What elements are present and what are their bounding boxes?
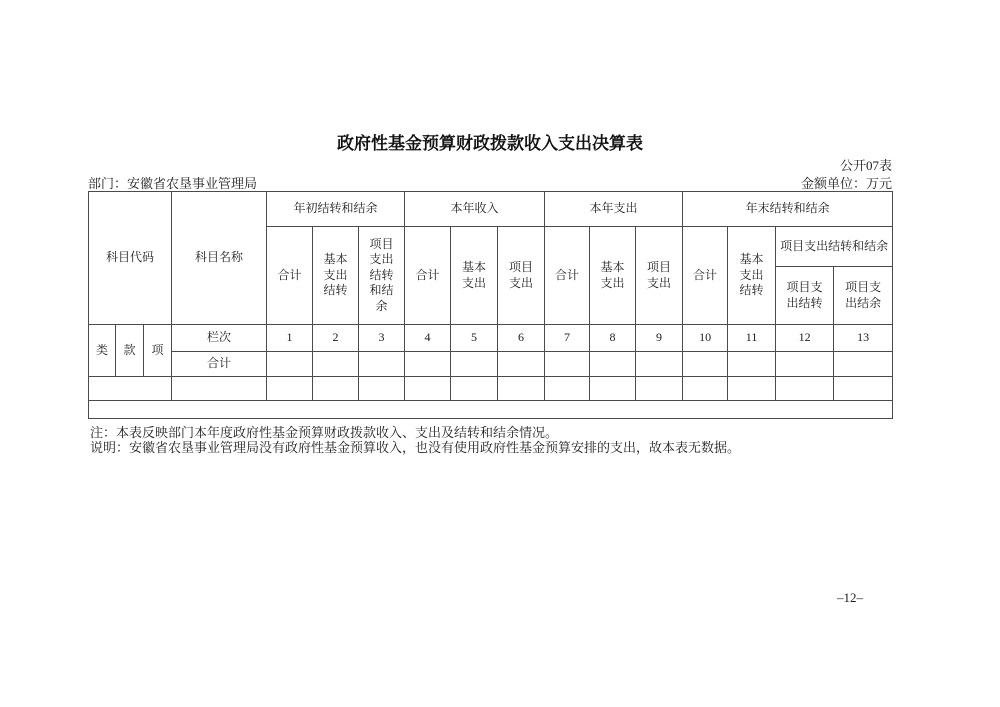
data-cell — [683, 352, 728, 377]
data-cell — [545, 377, 590, 401]
header-col-project-carryover-balance-label: 项目支出结转和结余 — [369, 236, 394, 313]
data-cell — [359, 377, 405, 401]
full-width-empty-cell — [89, 401, 893, 419]
header-col-project-expense — [498, 227, 545, 325]
header-col-project-carryover — [776, 267, 834, 325]
data-cell — [359, 352, 405, 377]
column-number: 9 — [636, 325, 683, 352]
data-cell — [834, 352, 893, 377]
header-group-begin-balance: 年初结转和结余 — [267, 192, 405, 227]
empty-row — [89, 377, 893, 401]
column-number: 2 — [313, 325, 359, 352]
header-col-project-carryover-label: 项目支出结转 — [786, 279, 823, 310]
header-subject-code: 科目代码 — [89, 192, 172, 325]
page-number: –12– — [837, 590, 863, 605]
data-cell — [405, 352, 451, 377]
data-cell — [776, 377, 834, 401]
header-subject-name: 科目名称 — [172, 192, 267, 325]
department-label: 部门：安徽省农垦事业管理局 — [88, 176, 258, 191]
data-cell — [451, 377, 498, 401]
column-index-label: 栏次 — [172, 325, 267, 352]
explanation-line: 说明：安徽省农垦事业管理局没有政府性基金预算收入，也没有使用政府性基金预算安排的支出，故本表无数据。 — [90, 440, 741, 456]
empty-code-cell — [89, 377, 172, 401]
header-col-project-expense-label: 项目支出 — [509, 259, 534, 290]
column-number: 4 — [405, 325, 451, 352]
header-col-project-balance-label: 项目支出结余 — [845, 279, 882, 310]
header-group-year-income: 本年收入 — [405, 192, 545, 227]
data-cell — [498, 352, 545, 377]
budget-table — [88, 191, 893, 419]
data-cell — [683, 377, 728, 401]
column-number: 7 — [545, 325, 590, 352]
data-cell — [451, 352, 498, 377]
total-row-label: 合计 — [172, 352, 267, 377]
column-number: 13 — [834, 325, 893, 352]
data-cell — [636, 377, 683, 401]
table-code: 公开07表 — [839, 158, 892, 173]
total-row — [89, 352, 893, 377]
data-cell — [590, 352, 636, 377]
unit-label: 金额单位：万元 — [800, 176, 892, 191]
header-group-year-expense: 本年支出 — [545, 192, 683, 227]
header-col-total: 合计 — [683, 227, 728, 325]
header-subgroup-project-carryover-balance: 项目支出结转和结余 — [776, 227, 893, 267]
data-cell — [728, 352, 776, 377]
data-cell — [776, 352, 834, 377]
header-col-basic-expense-label: 基本支出 — [462, 259, 487, 290]
data-cell — [313, 377, 359, 401]
column-number: 10 — [683, 325, 728, 352]
note-line: 注：本表反映部门本年度政府性基金预算财政拨款收入、支出及结转和结余情况。 — [90, 425, 559, 440]
header-col-basic-expense — [590, 227, 636, 325]
header-col-basic-expense — [451, 227, 498, 325]
column-number: 11 — [728, 325, 776, 352]
data-cell — [267, 352, 313, 377]
notes-block — [90, 425, 970, 455]
data-cell — [590, 377, 636, 401]
data-cell — [313, 352, 359, 377]
header-col-total: 合计 — [545, 227, 590, 325]
page-title: 政府性基金预算财政拨款收入支出决算表 — [337, 134, 643, 153]
header-group-end-balance: 年末结转和结余 — [683, 192, 893, 227]
column-number: 5 — [451, 325, 498, 352]
footer-spacer-row — [89, 401, 893, 419]
column-number: 8 — [590, 325, 636, 352]
column-number: 6 — [498, 325, 545, 352]
header-col-basic-carryover-label: 基本支出结转 — [739, 252, 764, 298]
data-cell — [267, 377, 313, 401]
column-number: 3 — [359, 325, 405, 352]
data-cell — [545, 352, 590, 377]
meta-row — [88, 173, 892, 192]
header-col-basic-carryover — [728, 227, 776, 325]
header-col-project-expense-label: 项目支出 — [647, 259, 672, 290]
header-col-project-expense — [636, 227, 683, 325]
data-cell — [498, 377, 545, 401]
column-number: 1 — [267, 325, 313, 352]
empty-name-cell — [172, 377, 267, 401]
header-col-basic-expense-label: 基本支出 — [600, 259, 625, 290]
code-subcol-class: 类 — [89, 325, 116, 377]
column-index-row — [89, 325, 893, 352]
header-col-project-balance — [834, 267, 893, 325]
data-cell — [405, 377, 451, 401]
header-col-project-carryover-balance — [359, 227, 405, 325]
header-col-total: 合计 — [405, 227, 451, 325]
data-cell — [728, 377, 776, 401]
column-number: 12 — [776, 325, 834, 352]
code-subcol-section: 款 — [116, 325, 144, 377]
header-col-basic-carryover — [313, 227, 359, 325]
header-col-total: 合计 — [267, 227, 313, 325]
header-col-basic-carryover-label: 基本支出结转 — [323, 252, 348, 298]
data-cell — [834, 377, 893, 401]
code-subcol-item: 项 — [144, 325, 172, 377]
data-cell — [636, 352, 683, 377]
